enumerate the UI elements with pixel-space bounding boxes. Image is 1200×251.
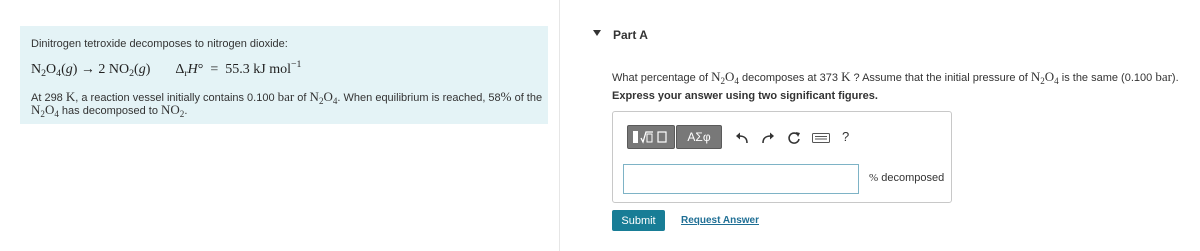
problem-intro-panel [20,26,548,124]
collapse-caret-icon[interactable] [593,30,601,36]
submit-button[interactable]: Submit [612,210,665,231]
undo-icon[interactable] [733,129,751,147]
request-answer-link[interactable]: Request Answer [681,215,759,226]
enthalpy-value: = 55.3 kJ mol$^{-1}$ [206,59,302,77]
answer-instruction: Express your answer using two significant figures. [612,90,878,102]
question-text: What percentage of $N_2O_4$ decomposes at 373 K ? Assume that the initial pressure of $N_2O_4$ is the same (0.100 bar). [612,69,1179,86]
column-divider [559,0,560,251]
answer-editor [612,111,952,203]
templates-button[interactable] [627,125,675,149]
answer-unit: % decomposed [869,172,945,184]
part-title[interactable]: Part A [613,28,648,42]
templates-icon [631,129,671,145]
reaction-formula: $N_2O_4(g) \to 2$ $NO_2(g)$ [31,62,151,79]
conditions-text: At 298 K, a reaction vessel initially contains 0.100 bar of $N_2O_4$. When equilibrium is reached, 58% of the $N_2O_4$ has decomposed to $NO_2$. [31,89,543,119]
reaction-equation [31,59,302,79]
intro-text: Dinitrogen tetroxide decomposes to nitrogen dioxide: [31,38,288,50]
answer-input[interactable] [623,164,859,194]
keyboard-icon[interactable] [811,129,831,147]
reset-icon[interactable] [785,129,803,147]
help-icon[interactable]: ? [842,129,850,144]
redo-icon[interactable] [759,129,777,147]
enthalpy-label: $\Delta_rH^\circ$ [175,62,204,79]
greek-symbols-button[interactable]: ΑΣφ [676,125,722,149]
